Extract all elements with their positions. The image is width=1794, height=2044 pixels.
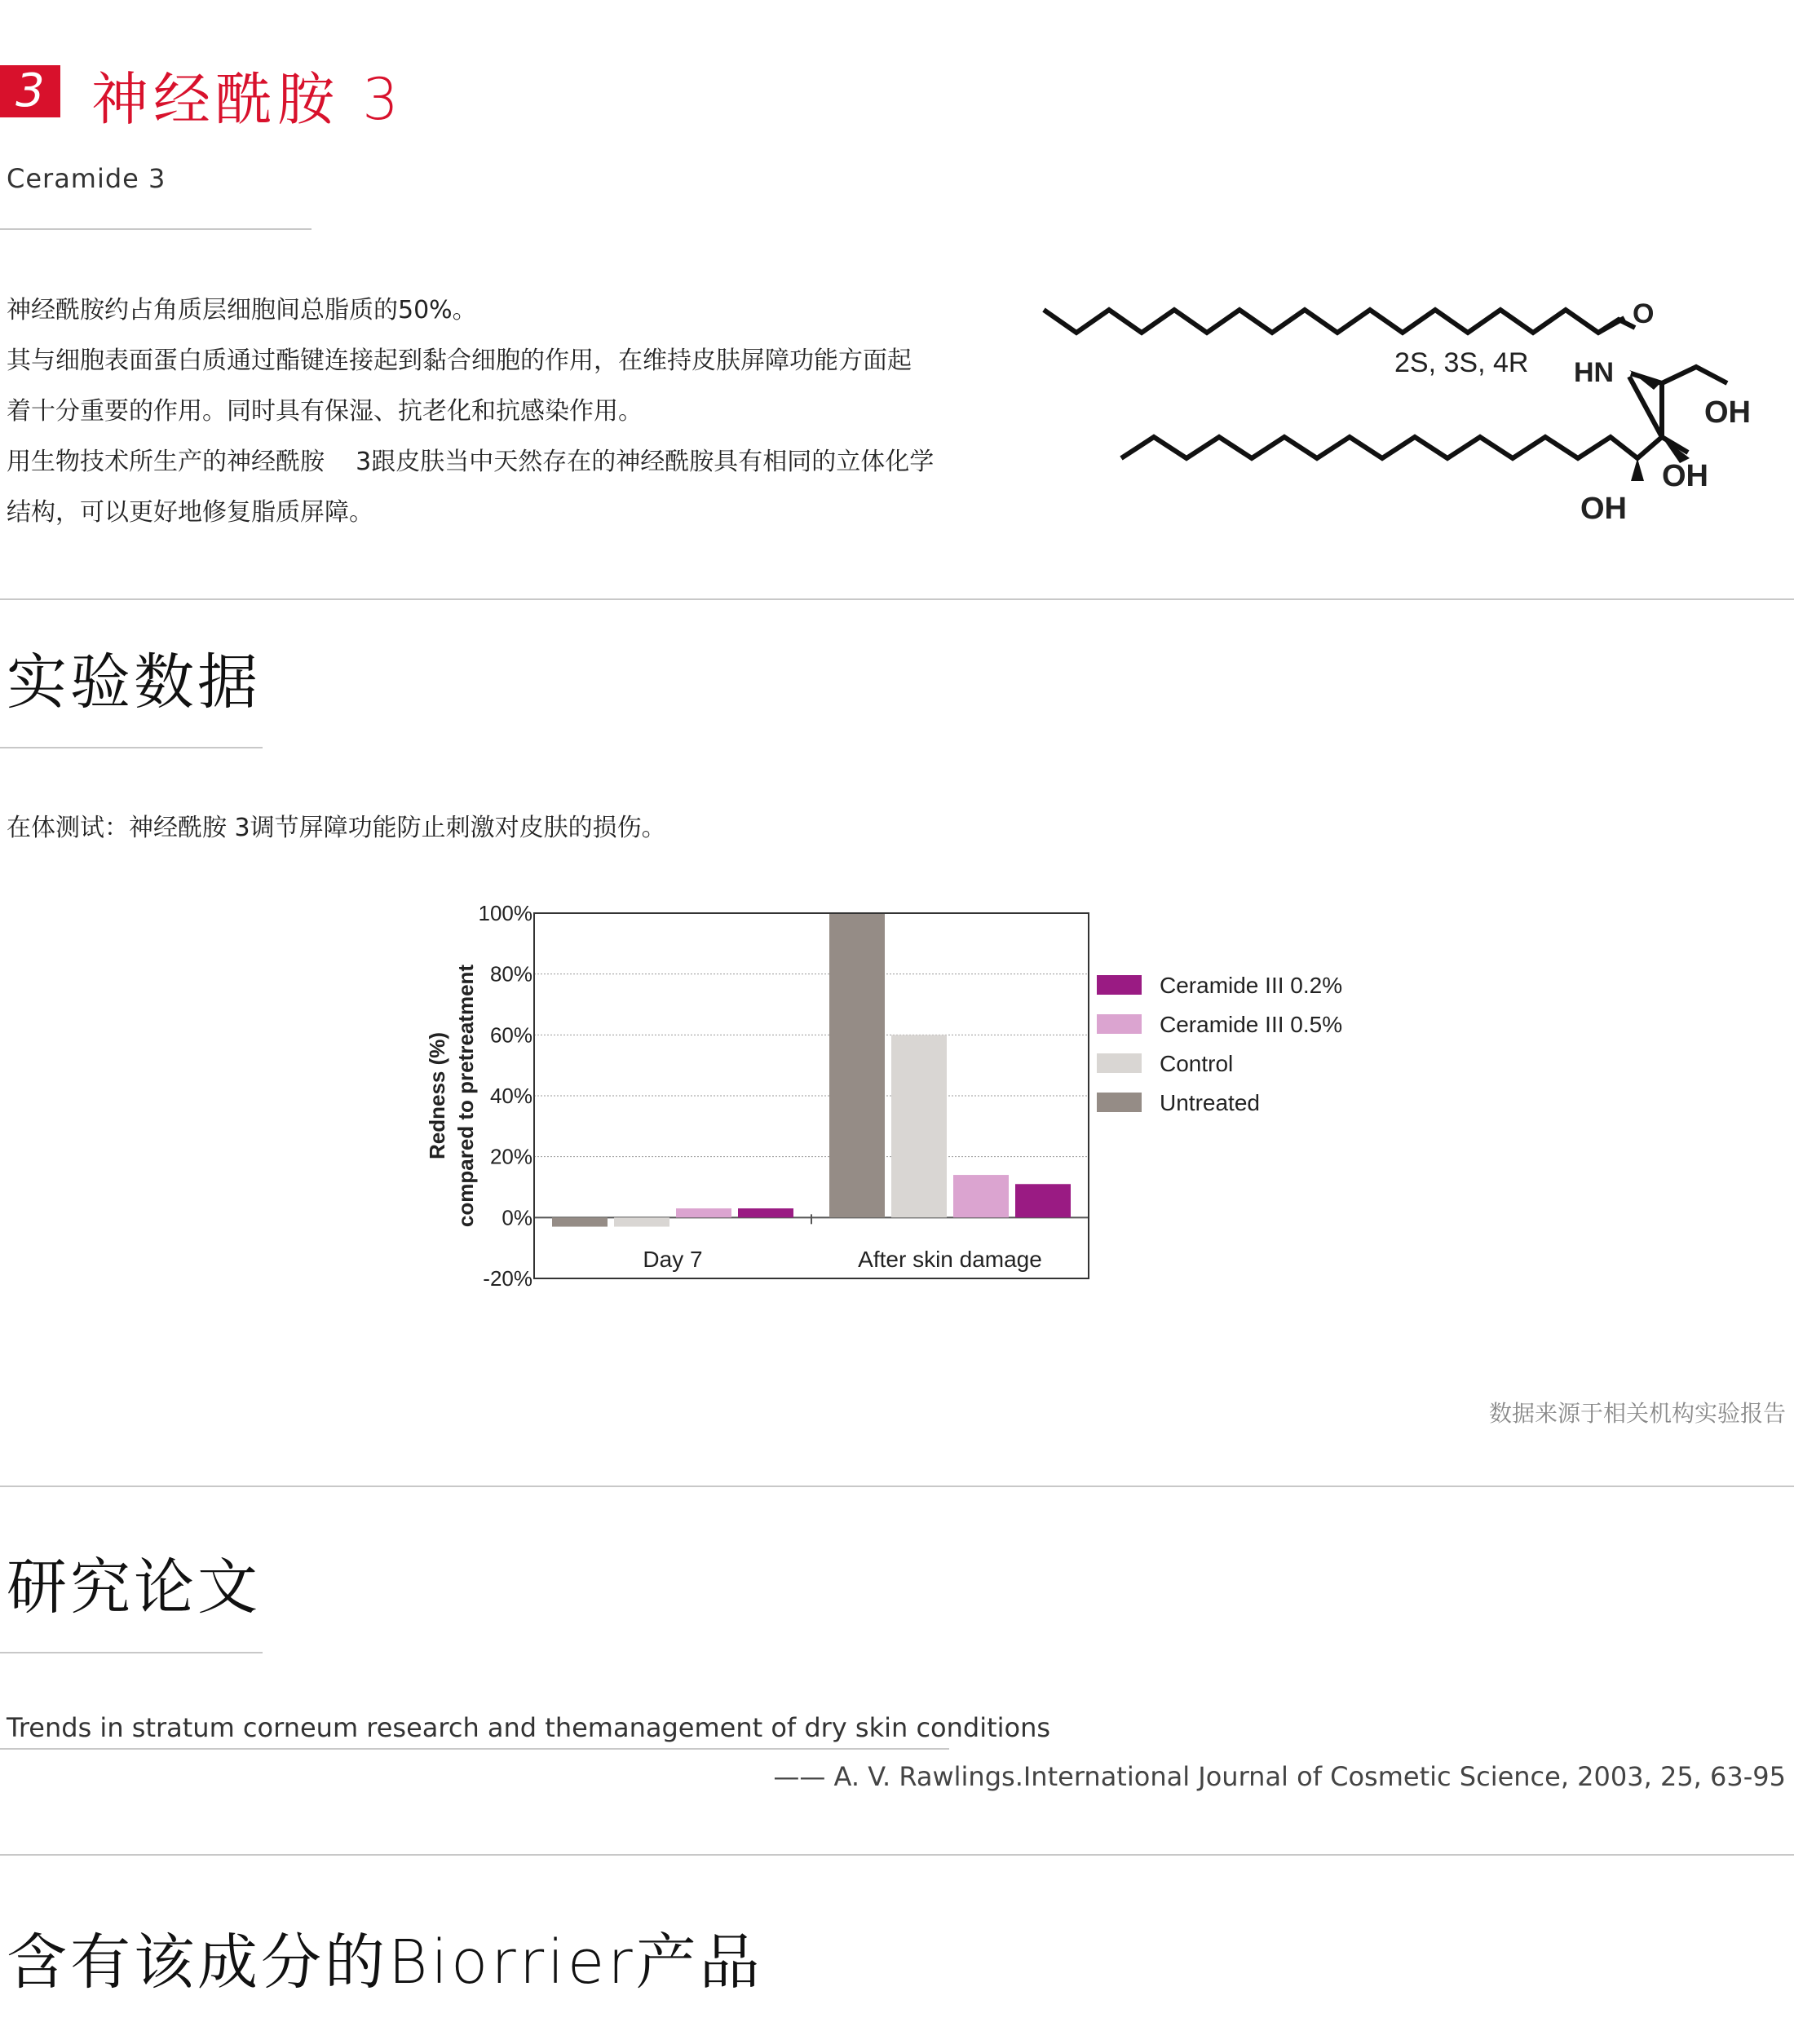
oh-label-middle: OH <box>1662 459 1708 493</box>
experiment-caption: 在体测试：神经酰胺 3调节屏障功能防止刺激对皮肤的损伤。 <box>7 814 666 842</box>
section-divider <box>0 1854 1794 1856</box>
intro-line: 着十分重要的作用。同时具有保湿、抗老化和抗感染作用。 <box>7 397 643 426</box>
y-tick-label: 80% <box>489 961 532 987</box>
x-tick-label: After skin damage <box>858 1247 1042 1272</box>
legend-swatch <box>1097 1014 1142 1034</box>
bar <box>738 1208 793 1217</box>
experiment-section-title: 实验数据 <box>7 647 261 717</box>
intro-text <box>7 285 934 538</box>
section-divider <box>0 598 1794 600</box>
x-tick-label: Day 7 <box>643 1247 703 1272</box>
research-title-divider <box>0 1652 263 1653</box>
paper-title-underline <box>0 1748 949 1750</box>
y-tick-label: -20% <box>483 1266 532 1291</box>
legend-swatch <box>1097 975 1142 995</box>
ingredient-title: 神经酰胺 3 <box>91 66 404 133</box>
intro-line: 神经酰胺约占角质层细胞间总脂质的50%。 <box>7 296 477 324</box>
bar <box>676 1208 731 1217</box>
stereo-label: 2S, 3S, 4R <box>1394 347 1529 378</box>
y-tick-label: 100% <box>478 901 532 925</box>
legend-swatch <box>1097 1053 1142 1073</box>
data-source-note: 数据来源于相关机构实验报告 <box>1488 1400 1786 1427</box>
redness-bar-chart <box>408 889 1386 1313</box>
experiment-title-divider <box>0 747 263 748</box>
oh-label-bottom: OH <box>1580 492 1627 526</box>
intro-line: 结构，可以更好地修复脂质屏障。 <box>7 498 373 527</box>
legend-label: Ceramide III 0.2% <box>1160 973 1343 998</box>
ceramide-structure-diagram <box>1027 285 1761 546</box>
subtitle-divider <box>0 228 312 230</box>
bar <box>1015 1184 1071 1217</box>
section-number-badge: 3 <box>0 65 60 117</box>
legend-swatch <box>1097 1093 1142 1112</box>
ingredient-subtitle: Ceramide 3 <box>7 163 166 194</box>
hn-atom-label: HN <box>1574 357 1615 388</box>
y-tick-label: 20% <box>489 1144 532 1169</box>
research-section-title: 研究论文 <box>7 1552 261 1622</box>
section-divider <box>0 1486 1794 1487</box>
products-section-title: 含有该成分的Biorrier产品 <box>7 1927 763 1998</box>
upper-alkyl-chain <box>1044 310 1635 333</box>
bar <box>891 1035 947 1217</box>
bar <box>614 1217 669 1226</box>
y-tick-label: 60% <box>489 1022 532 1048</box>
oxygen-atom-label: O <box>1633 298 1655 329</box>
y-axis-label: compared to pretreatment <box>453 964 478 1228</box>
y-axis-label: Redness (%) <box>425 1031 449 1160</box>
bar <box>829 913 885 1217</box>
bar <box>953 1175 1009 1217</box>
legend-label: Ceramide III 0.5% <box>1160 1012 1343 1037</box>
y-tick-label: 40% <box>489 1084 532 1108</box>
paper-title: Trends in stratum corneum research and themanagement of dry skin conditions <box>7 1712 1051 1743</box>
legend-label: Untreated <box>1160 1090 1260 1115</box>
bar <box>552 1217 608 1226</box>
y-tick-label: 0% <box>502 1205 532 1230</box>
intro-line: 用生物技术所生产的神经酰胺 3跟皮肤当中天然存在的神经酰胺具有相同的立体化学 <box>7 448 935 476</box>
paper-citation: —— A. V. Rawlings.International Journal of Cosmetic Science, 2003, 25, 63-95 <box>773 1761 1786 1792</box>
oh-label-top: OH <box>1704 395 1751 430</box>
intro-line: 其与细胞表面蛋白质通过酯键连接起到黏合细胞的作用，在维持皮肤屏障功能方面起 <box>7 347 912 375</box>
lower-alkyl-chain <box>1121 437 1662 458</box>
legend-label: Control <box>1160 1051 1234 1076</box>
